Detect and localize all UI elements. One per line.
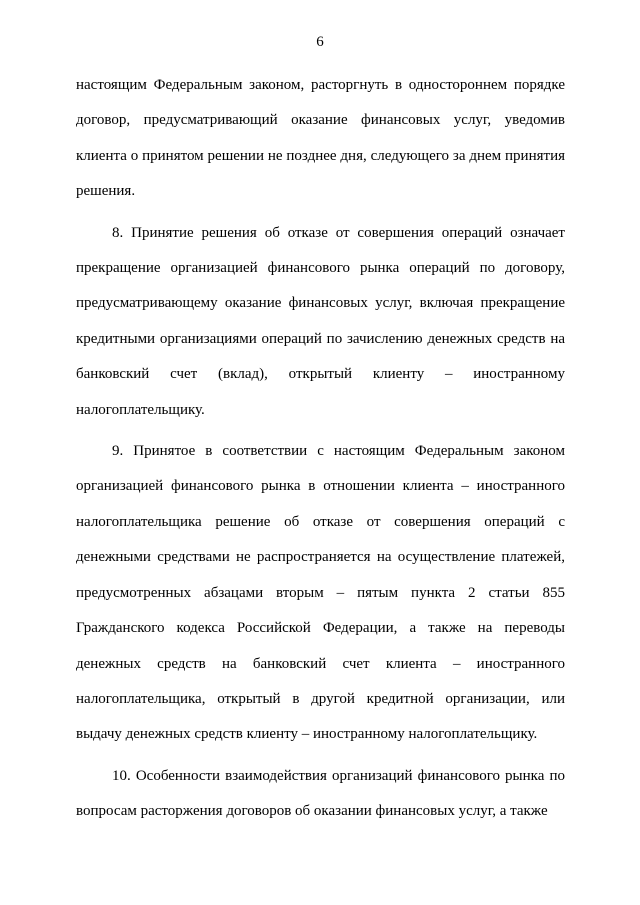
paragraph-10: 10. Особенности взаимодействия организаций финансового рынка по вопросам расторжения договоров об оказании финансовых услуг, а также xyxy=(76,767,565,820)
paragraph-9: 9. Принятое в соответствии с настоящим Федеральным законом организацией финансового рынка в отношении клиента – иностранного налогоплательщика решение об отказе от совершения операций с денежными средствами не распространяется на осуществление платежей, предусмотренных абзацами вторым – пятым пункта 2 статьи 855 Гражданского кодекса Российской Федерации, а также на переводы денежных средств на банковский счет клиента – иностранного налогоплательщика, открытый в другой кредитной организации, или выдачу денежных средств клиенту – иностранному налогоплательщику. xyxy=(76,443,565,743)
page-number: 6 xyxy=(316,34,324,50)
document-body xyxy=(76,68,565,830)
paragraph-8: 8. Принятие решения об отказе от совершения операций означает прекращение организацией финансового рынка операций по договору, предусматривающему оказание финансовых услуг, включая прекращение кредитными организациями операций по зачислению денежных средств на банковский счет (вклад), открытый клиенту – иностранному налогоплательщику. xyxy=(76,224,565,418)
paragraph-continuation: настоящим Федеральным законом, расторгнуть в одностороннем порядке договор, предусматривающий оказание финансовых услуг, уведомив клиента о принятом решении не позднее дня, следующего за днем принятия решения. xyxy=(76,77,565,200)
